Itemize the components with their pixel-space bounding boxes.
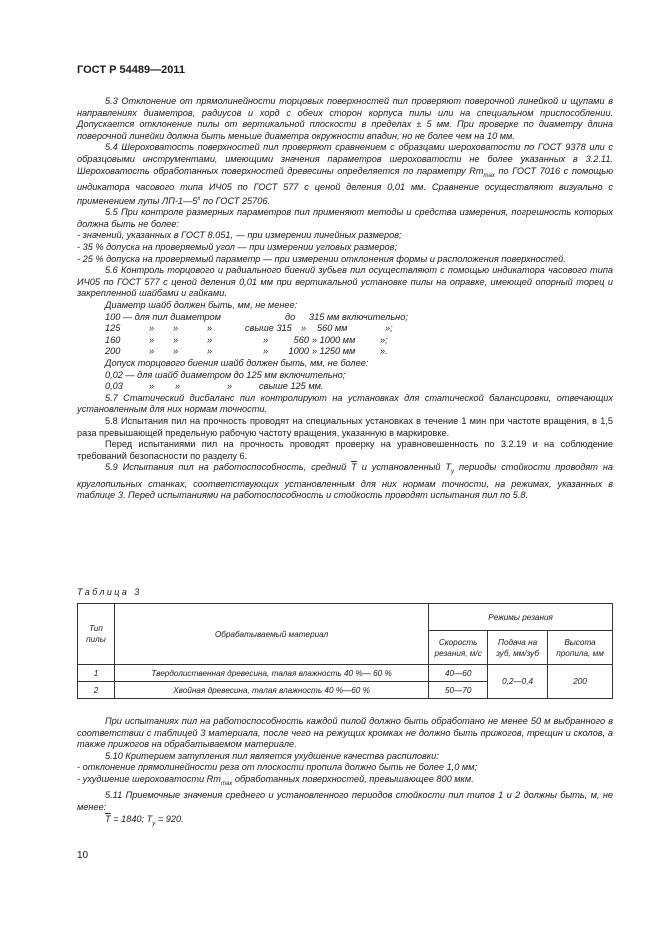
cell-speed: 40—60 xyxy=(429,665,488,682)
paragraph-5-8-b: Перед испытаниями пил на прочность проводят проверку на уравновешенность по 3.2.19 и на соблюдение требований безопасности по разделу 6. xyxy=(77,439,613,461)
washer-list xyxy=(77,312,613,393)
header-feed: Подача на зуб, мм/зуб xyxy=(488,631,548,665)
paragraph-5-4: 5.4 Шероховатость поверхностей пил проверяют сравнением с образцами шероховатости по ГОСТ 9378 или с образцовыми инструментами, имеющими значения параметров шероховатости не более указанных в 3.2.11. Шероховатость обработанных поверхностей древесины определяется по параметру $Rm_{max}$ по ГОСТ 7016 с помощью индикатора часового типа ИЧ05 по ГОСТ 577 с ценой деления 0,01 мм. Сравнение осуществляют визуально с применением лупы ЛП-1—5$^x$ по ГОСТ 25706. xyxy=(77,142,613,206)
text-block-upper xyxy=(77,96,613,502)
header-modes: Режимы резания xyxy=(429,604,613,631)
header-material: Обрабатываемый материал xyxy=(114,604,428,665)
tolerance-row: 0,03 » » » свыше 125 мм. xyxy=(105,381,324,392)
paragraph-5-6: 5.6 Контроль торцового и радиального биений зубьев пил осуществляют с помощью индикатора часового типа ИЧ05 по ГОСТ 577 с ценой деления 0,01 мм при вертикальной установке пилы на оправке, имеющей опорный торец и закрепленной шайбами и гайками. xyxy=(77,265,613,299)
header-speed: Скорость резания, м/с xyxy=(429,631,488,665)
table-caption: Таблица 3 xyxy=(77,587,142,597)
table-3 xyxy=(77,603,613,699)
cell-type: 1 xyxy=(78,665,115,682)
washer-row: 100 — для пил диаметром до 315 мм включительно; xyxy=(105,311,408,322)
header-height: Высота пропила, мм xyxy=(548,631,613,665)
list-item: - отклонение прямолинейности реза от плоскости пропила должно быть не более 1,0 мм; xyxy=(77,762,478,773)
cell-material: Хвойная древесина, талая влажность 40 %—60 % xyxy=(114,682,428,699)
washer-title: Диаметр шайб должен быть, мм, не менее: xyxy=(105,299,298,310)
paragraph-5-11: 5.11 Приемочные значения среднего и установленного периодов стойкости пил типов 1 и 2 должны быть, м, не менее: xyxy=(77,790,613,812)
list-item: - 25 % допуска на проверяемый параметр — при измерении отклонения формы и расположения поверхностей. xyxy=(77,253,566,264)
table-row xyxy=(78,665,613,682)
washer-row: 200 » » » » 1000 » 1250 мм ». xyxy=(105,346,388,357)
paragraph-after-table: При испытаниях пил на работоспособность каждой пилой должно быть обработано не менее 50 м выбранного в соответствии с таблицей 3 материала, после чего на режущих кромках не должно быть прижогов, трещин и сколов, а также прижогов на обрабатываемом материале. xyxy=(77,716,613,750)
cell-height: 200 xyxy=(548,665,613,699)
cell-feed: 0,2—0,4 xyxy=(488,665,548,699)
cell-speed: 50—70 xyxy=(429,682,488,699)
cell-material: Твердолиственная древесина, талая влажность 40 %— 60 % xyxy=(114,665,428,682)
paragraph-5-8: 5.8 Испытания пил на прочность проводят на специальных установках в течение 1 мин при частоте вращения, в 1,5 раза превышающей предельную рабочую частоту вращения, указанную в маркировке. xyxy=(77,415,613,438)
paragraph-5-7: 5.7 Статический дисбаланс пил контролируют на установках для статической балансировки, отвечающих установленным для них нормам точности. xyxy=(77,392,613,415)
washer-row: 160 » » » » 560 » 1000 мм »; xyxy=(105,334,388,345)
page-number: 10 xyxy=(77,850,89,861)
cell-type: 2 xyxy=(78,682,115,699)
text-block-lower xyxy=(77,716,613,830)
tolerance-row: 0,02 — для шайб диаметром до 125 мм включительно; xyxy=(105,369,346,380)
paragraph-5-10: 5.10 Критерием затупления пил является ухудшение качества распиловки: xyxy=(105,750,439,761)
paragraph-5-9: 5.9 Испытания пил на работоспособность, средний $\overline{T}$ и установленный $T_у$ периоды стойкости проводят на круглопильных станках, соответствующих установленным для них нормам точности, на режимах, указанных в таблице 3. Перед испытаниями на работоспособность и стойкость проводят испытания пил по 5.8. xyxy=(77,462,614,501)
paragraph-5-3: 5.3 Отклонение от прямолинейности торцовых поверхностей пил проверяют поверочной линейкой и щупами в направлениях диаметров, радиусов и хорд с обеих сторон корпуса пилы или на специальном приспособлении. Допускается отклонение пилы от вертикальной плоскости в пределах ± 5 мм. При проверке по диаметру длина поверочной линейки должна быть меньше диаметра окружности впадин, но не более чем на 10 мм. xyxy=(77,96,613,141)
formula: $\overline{T} = 1840$; $T_у = 920$. xyxy=(105,813,184,827)
list-item: - ухудшение шероховатости $Rm_{max}$ обработанных поверхностей, превышающее 800 мкм. xyxy=(77,773,474,787)
page-header-title: ГОСТ Р 54489—2011 xyxy=(77,64,185,76)
header-type: Тип пилы xyxy=(78,604,115,665)
paragraph-5-5: 5.5 При контроле размерных параметров пил применяют методы и средства измерения, погрешность которых должна быть не более: xyxy=(77,207,613,229)
list-item: - 35 % допуска на проверяемый угол — при измерении угловых размеров; xyxy=(77,242,398,253)
tolerance-title: Допуск торцового биения шайб должен быть, мм, не более: xyxy=(105,357,369,368)
list-item: - значений, указанных в ГОСТ 8.051, — при измерении линейных размеров; xyxy=(77,230,402,241)
washer-row: 125 » » » свыше 315 » 560 мм »; xyxy=(105,323,393,334)
